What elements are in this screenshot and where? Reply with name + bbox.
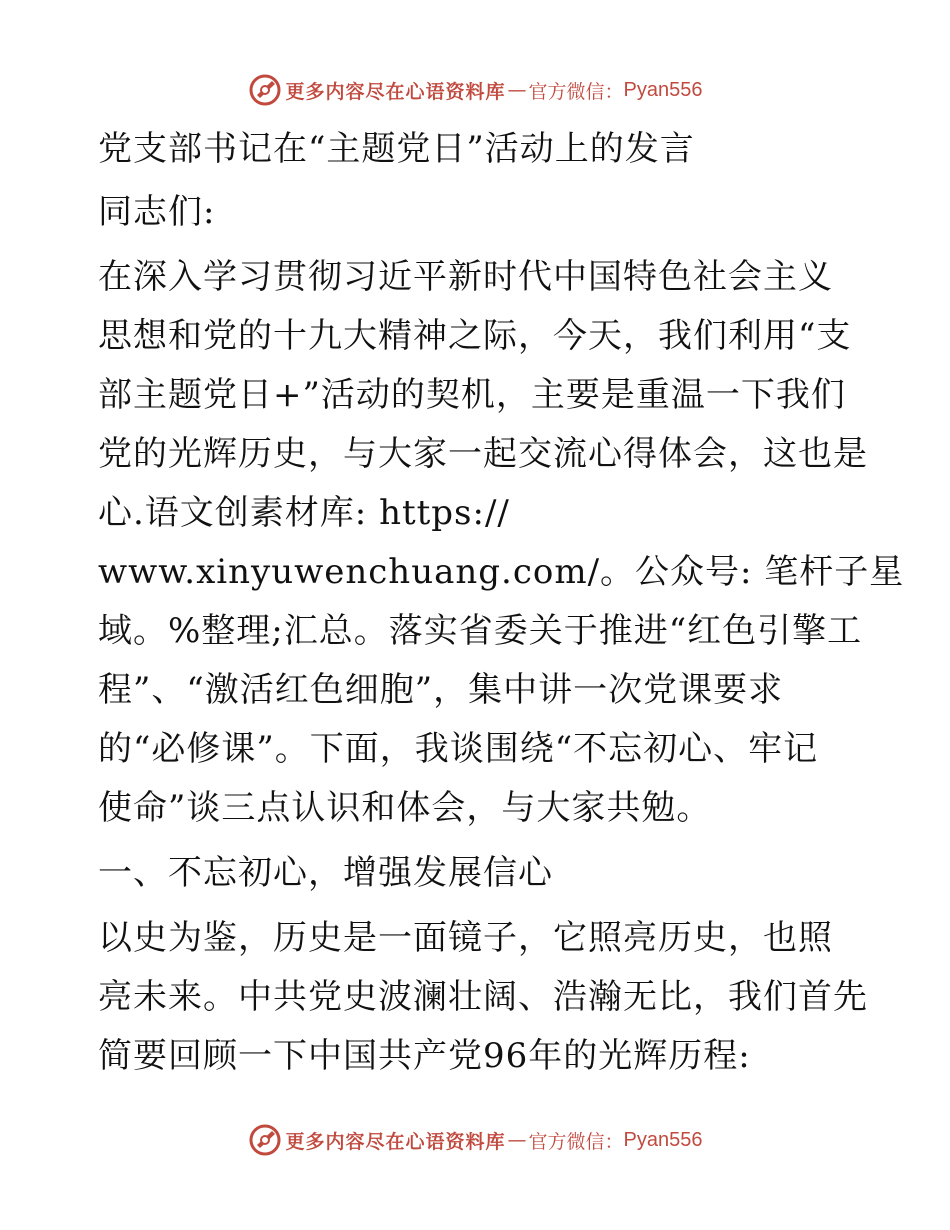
paragraph-line: 在深入学习贯彻习近平新时代中国特色社会主义	[98, 257, 833, 297]
paragraph-line: 以史为鉴，历史是一面镜子，它照亮历史，也照	[98, 918, 833, 958]
footer-banner-sub: 官方微信：	[528, 1130, 624, 1153]
paragraph-line: 域。%整理;汇总。落实省委关于推进“红色引擎工	[98, 611, 863, 651]
paragraph-line: 党的光辉历史，与大家一起交流心得体会，这也是	[98, 434, 868, 474]
greeting: 同志们:	[98, 192, 216, 232]
footer-banner-dash: —	[507, 1129, 527, 1151]
document-title: 党支部书记在“主题党日”活动上的发言	[98, 129, 695, 169]
header-banner-dash: —	[507, 79, 527, 101]
paragraph-line: 的“必修课”。下面，我谈围绕“不忘初心、牢记	[98, 729, 819, 769]
header-banner-sub: 官方微信：	[528, 80, 624, 103]
document-body	[98, 120, 905, 1086]
brand-logo-icon	[248, 1123, 282, 1157]
paragraph-line: 心.语文创素材库: https://	[98, 493, 510, 533]
paragraph-1	[98, 248, 905, 838]
header-banner-text: 更多内容尽在心语资料库	[285, 80, 506, 103]
header-banner	[0, 70, 950, 110]
paragraph-line: 部主题党日+”活动的契机，主要是重温一下我们	[98, 375, 846, 415]
paragraph-line: 亮未来。中共党史波澜壮阔、浩瀚无比，我们首先	[98, 977, 868, 1017]
brand-logo-icon	[248, 73, 282, 107]
paragraph-2	[98, 909, 868, 1086]
paragraph-line: 程”、“激活红色细胞”，集中讲一次党课要求	[98, 670, 784, 710]
paragraph-line: www.xinyuwenchuang.com/。公众号: 笔杆子星	[98, 552, 905, 592]
footer-banner-text: 更多内容尽在心语资料库	[285, 1130, 506, 1153]
header-banner-id: Pyan556	[623, 78, 703, 101]
paragraph-line: 思想和党的十九大精神之际，今天，我们利用“支	[98, 316, 852, 356]
paragraph-line: 简要回顾一下中国共产党96年的光辉历程:	[98, 1036, 751, 1076]
paragraph-line: 使命”谈三点认识和体会，与大家共勉。	[98, 788, 712, 828]
footer-banner	[0, 1120, 950, 1160]
footer-banner-id: Pyan556	[623, 1128, 703, 1151]
section-heading-1: 一、不忘初心，增强发展信心	[98, 853, 553, 893]
